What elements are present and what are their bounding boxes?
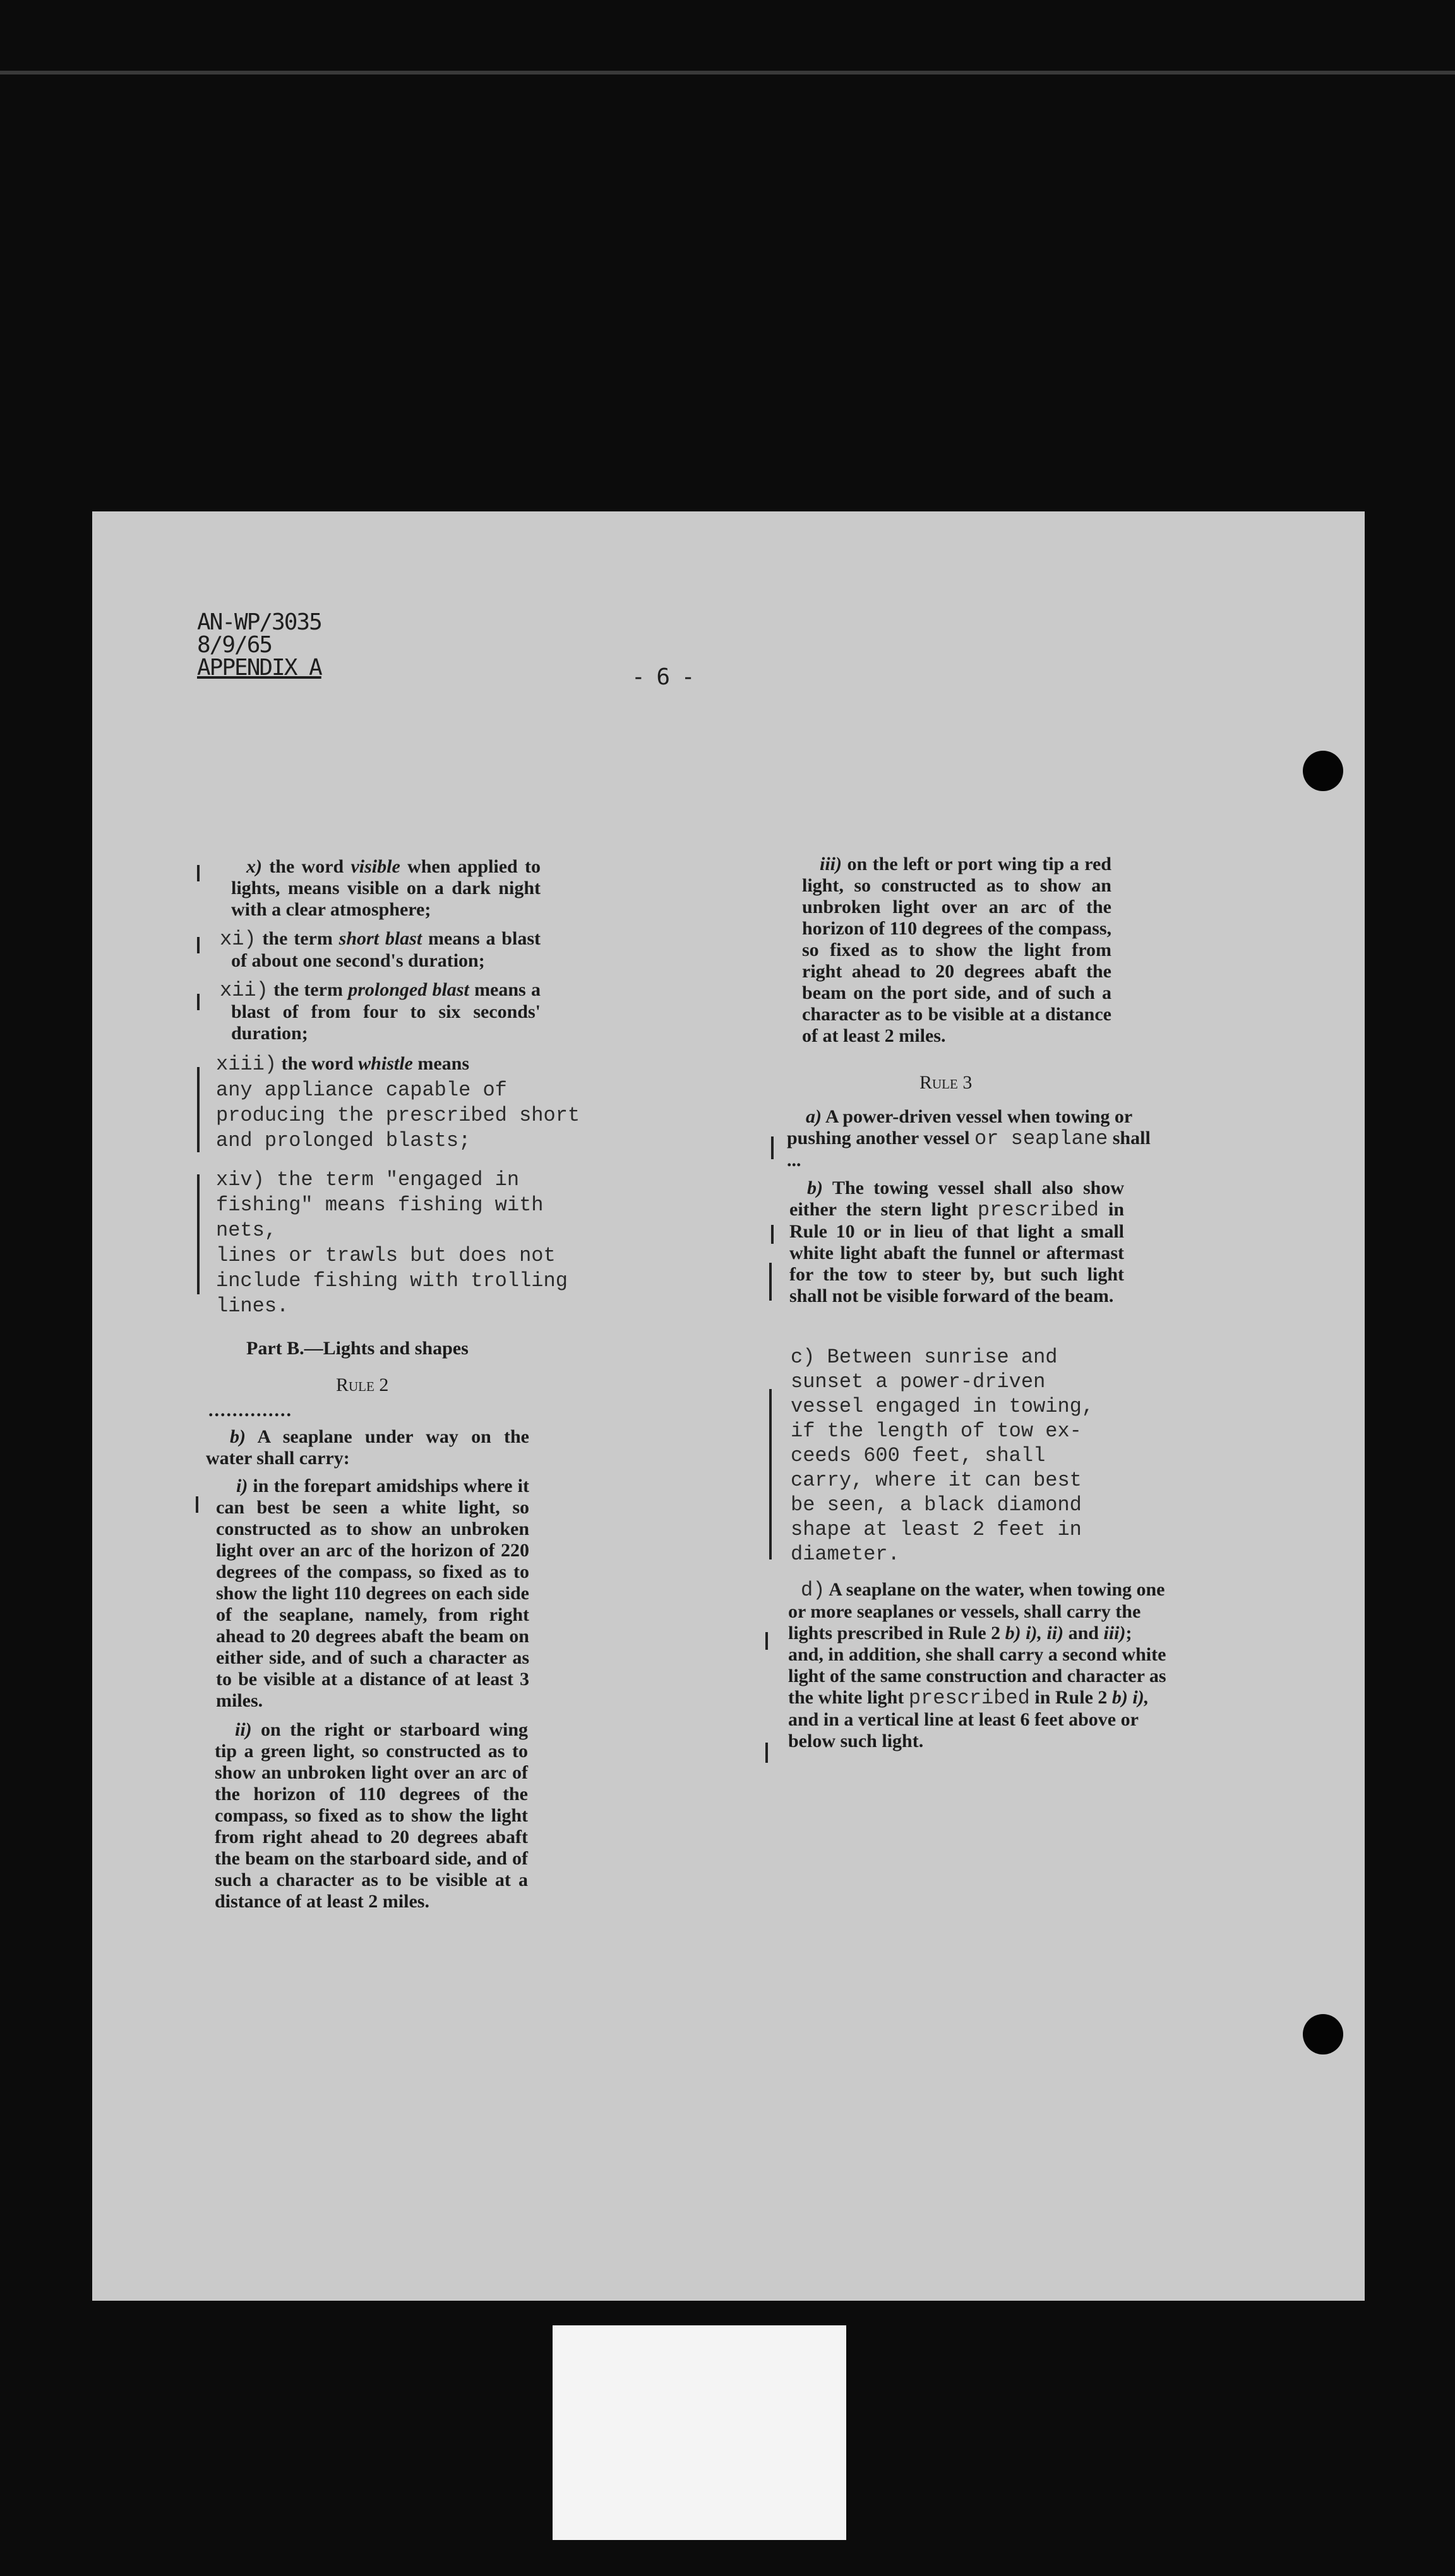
rule-2-b-iii: iii) on the left or port wing tip a red light, so constructed as to show an unbroken light over an arc of the horizon of 110 degrees of the compass, so fixed as to show the light from right ahead to 20 degrees abaft the beam on the port side, and of such a character as to be visible at a distance of at least 2 miles. [802,854,1111,1046]
part-b-heading: Part B.—Lights and shapes [246,1338,469,1359]
header-block [197,611,321,679]
change-bar [765,1632,768,1650]
definition-xiii: xiii) the word whistle means any appliance capable of producing the prescribed short and prolonged blasts; [216,1052,580,1152]
punch-hole [1303,2014,1343,2054]
definition-xi: xi) the term short blast means a blast of about one second's duration; [220,927,541,971]
change-bar [771,1136,774,1159]
change-bar [765,1743,768,1763]
rule-2-b-i: i) in the forepart amidships where it can best be seen a white light, so constructed as to show an unbroken light over an arc of the horizon of 220 degrees of the compass, so fixed as to show the light 110 degrees on each side of the seaplane, namely, from right ahead to 20 degrees abaft the beam on either side, and of such a character as to be visible at a distance of at least 3 miles. [216,1476,529,1711]
definition-x: x) the word visible when applied to lights, means visible on a dark night with a clear atmosphere; [231,856,541,920]
ellipsis-dots: .............. [208,1400,292,1421]
doc-date: 8/9/65 [197,632,272,658]
rule-2-b-ii: ii) on the right or starboard wing tip a green light, so constructed as to show an unbroken light over an arc of the horizon of 110 degrees of the compass, so fixed as to show the light from right ahead to 20 degrees abaft the beam on the starboard side, and of such a character as to be visible at a distance of at least 2 miles. [215,1719,528,1912]
change-bar [769,1263,772,1301]
rule-2-b: b) A seaplane under way on the water shall carry: [206,1426,529,1469]
left-column [197,856,589,1912]
rule-3-c: c) Between sunrise and sunset a power-driven vessel engaged in towing, if the length of tow ex- ceeds 600 feet, shall carry, where it can best be seen, a black diamond shape at least 2 feet in diameter. [791,1345,1094,1566]
change-bar [769,1389,772,1559]
rule-2-heading: Rule 2 [336,1374,389,1395]
definition-xiv: xiv) the term "engaged in fishing" means fishing with nets, lines or trawls but does not include fishing with trolling lines. [216,1168,568,1318]
page-number: - 6 - [632,664,694,690]
rule-3-heading: Rule 3 [919,1072,973,1093]
appendix-label: APPENDIX A [197,655,321,681]
film-edge [0,71,1455,75]
rule-3-a: a) A power-driven vessel when towing or pushing another vessel or seaplane shall ... [787,1106,1151,1171]
change-bar [771,1225,774,1244]
punch-hole [1303,751,1343,791]
rule-3-b: b) The towing vessel shall also show either the stern light prescribed in Rule 10 or in lieu of that light a small white light abaft the funnel or aftermast for the tow to steer by, but such light shall not be visible forward of the beam. [789,1178,1124,1306]
right-column [787,854,1191,1752]
doc-number: AN-WP/3035 [197,609,321,635]
rule-3-d: d) A seaplane on the water, when towing one or more seaplanes or vessels, shall carry the lights prescribed in Rule 2 b) i), ii) and iii); and, in addition, she shall carry a second white light of the same construction and character as the white light prescribed in Rule 2 b) i), and in a vertical line at least 6 feet above or below such light. [788,1578,1166,1751]
blank-slip [553,2325,846,2540]
definition-xii: xii) the term prolonged blast means a blast of from four to six seconds' duration; [220,979,541,1044]
